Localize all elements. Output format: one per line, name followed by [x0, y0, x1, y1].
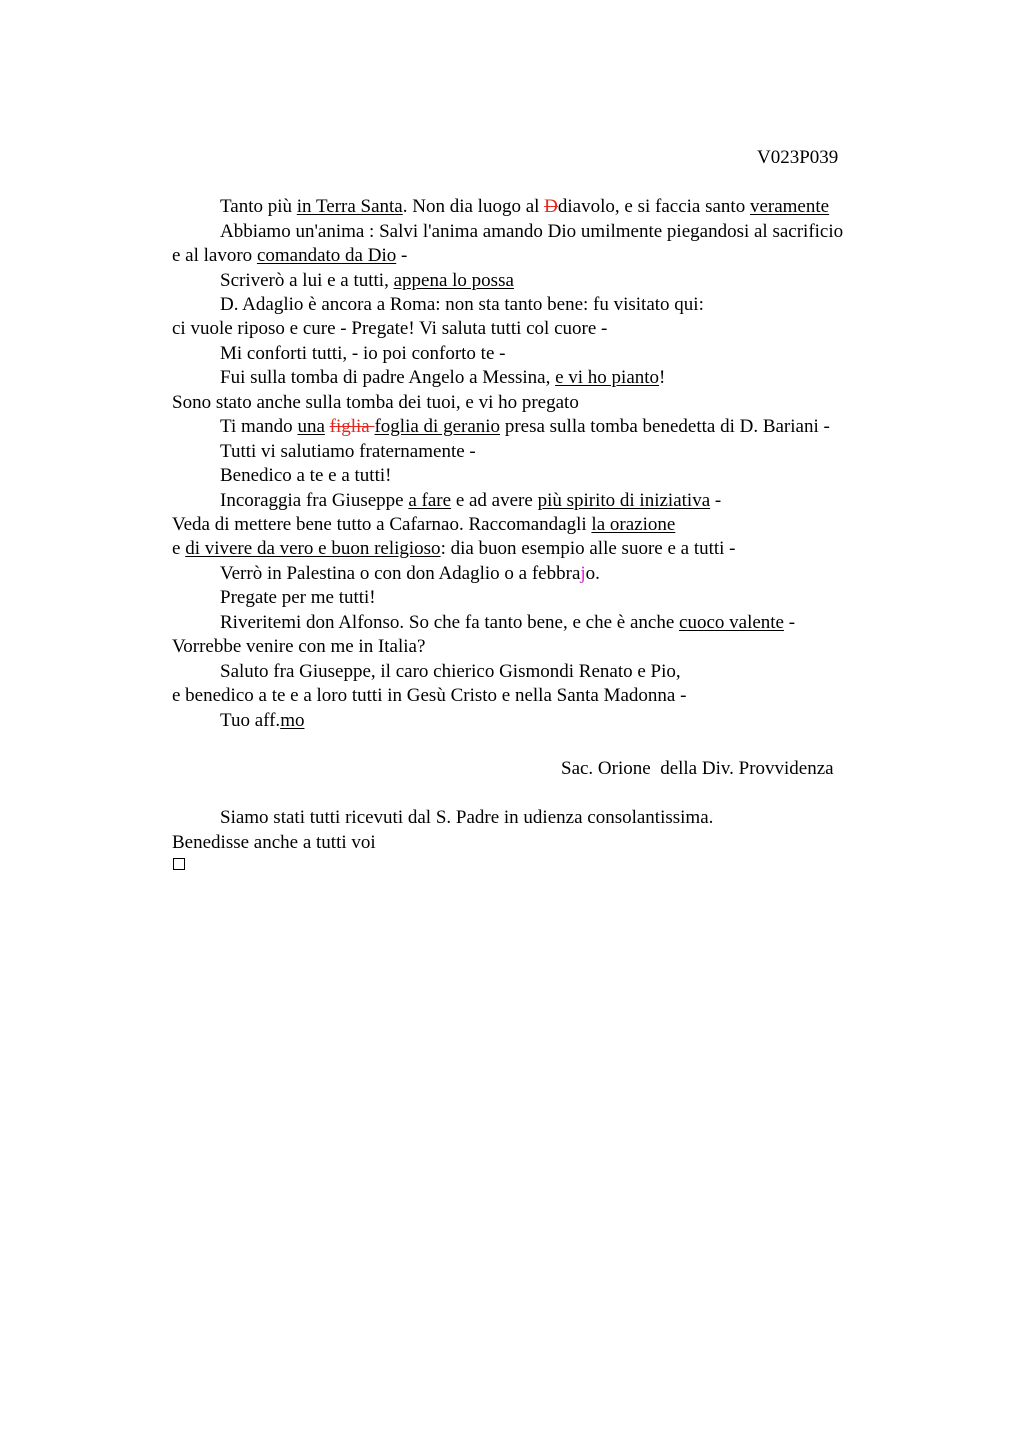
text-segment: e al lavoro — [172, 245, 257, 266]
underlined-text: veramente — [749, 196, 830, 217]
text-segment: - — [710, 490, 722, 511]
underlined-text: una — [297, 416, 325, 437]
text-segment: Saluto fra Giuseppe, il caro chierico Gismondi Renato e Pio, — [220, 661, 681, 682]
text-segment: Veda di mettere bene tutto a Cafarnao. Raccomandagli — [172, 514, 592, 535]
text-segment: Abbiamo un'anima : Salvi l'anima amando Dio umilmente piegandosi al sacrificio — [220, 221, 844, 242]
text-segment: o. — [585, 563, 600, 584]
underlined-text: e vi ho pianto — [555, 367, 660, 388]
text-segment: ! — [659, 367, 666, 388]
document-reference: V023P039 — [757, 147, 839, 168]
text-line — [220, 490, 721, 512]
underlined-text: in Terra Santa — [296, 196, 403, 217]
signature: Sac. Orione della Div. Provvidenza — [561, 758, 834, 779]
underlined-text: a fare — [408, 490, 452, 511]
text-segment: - — [396, 245, 408, 266]
text-segment: Tutti vi salutiamo fraternamente - — [220, 441, 476, 462]
underlined-text: appena lo possa — [393, 270, 514, 291]
text-segment: Ti mando — [220, 416, 298, 437]
underlined-text: cuoco valente — [679, 612, 784, 633]
text-line — [172, 538, 736, 560]
text-line — [220, 196, 829, 218]
text-line — [220, 563, 600, 585]
text-segment: Benedico a te e a tutti! — [220, 465, 392, 486]
text-line — [220, 661, 681, 683]
text-line — [172, 245, 407, 267]
postscript-line: Benedisse anche a tutti voi — [172, 832, 376, 853]
text-segment: Tuo aff. — [220, 710, 281, 731]
underlined-text: foglia di geranio — [374, 416, 501, 437]
underlined-text: la orazione — [591, 514, 676, 535]
underlined-text: più spirito di iniziativa — [537, 490, 711, 511]
inserted-text: j — [580, 563, 586, 584]
text-segment: . Non dia luogo al — [402, 196, 545, 217]
underlined-text: mo — [280, 710, 305, 731]
text-segment: Incoraggia fra Giuseppe — [220, 490, 409, 511]
text-segment: e — [172, 538, 186, 559]
postscript-line: Siamo stati tutti ricevuti dal S. Padre in udienza consolantissima. — [220, 807, 714, 828]
text-line — [220, 294, 704, 316]
text-segment: Fui sulla tomba di padre Angelo a Messina, — [220, 367, 556, 388]
deleted-text: figlia — [329, 416, 375, 437]
text-segment: Mi conforti tutti, - io poi conforto te - — [220, 343, 506, 364]
text-segment: : dia buon esempio alle suore e a tutti - — [440, 538, 736, 559]
text-segment: e ad avere — [451, 490, 538, 511]
text-segment: Tanto più — [220, 196, 297, 217]
text-segment: - — [784, 612, 796, 633]
text-line — [220, 465, 391, 487]
deleted-text: D — [544, 196, 558, 217]
text-line — [220, 612, 795, 634]
text-line — [220, 270, 514, 292]
text-line — [220, 221, 843, 243]
text-segment: presa sulla tomba benedetta di D. Bariani - — [500, 416, 830, 437]
text-segment: diavolo, e si faccia santo — [557, 196, 750, 217]
text-line — [220, 416, 830, 438]
text-line — [220, 367, 665, 389]
text-line — [220, 587, 376, 609]
underlined-text: comandato da Dio — [256, 245, 397, 266]
text-segment: Sono stato anche sulla tomba dei tuoi, e vi ho pregato — [172, 392, 579, 413]
text-segment: Vorrebbe venire con me in Italia? — [172, 636, 426, 657]
text-segment: D. Adaglio è ancora a Roma: non sta tanto bene: fu visitato qui: — [220, 294, 704, 315]
text-segment: e benedico a te e a loro tutti in Gesù Cristo e nella Santa Madonna - — [172, 685, 687, 706]
text-line — [220, 441, 476, 463]
end-marker-box — [173, 858, 185, 870]
text-line — [220, 710, 304, 732]
text-segment: Pregate per me tutti! — [220, 587, 376, 608]
underlined-text: di vivere da vero e buon religioso — [185, 538, 441, 559]
text-line — [172, 636, 425, 658]
text-segment: ci vuole riposo e cure - Pregate! Vi saluta tutti col cuore - — [172, 318, 608, 339]
text-line — [220, 343, 505, 365]
text-line — [172, 514, 675, 536]
text-line — [172, 685, 686, 707]
text-segment: Scriverò a lui e a tutti, — [220, 270, 394, 291]
text-line — [172, 392, 579, 414]
text-segment: Verrò in Palestina o con don Adaglio o a febbra — [220, 563, 581, 584]
text-line — [172, 318, 607, 340]
text-segment: Riveritemi don Alfonso. So che fa tanto bene, e che è anche — [220, 612, 680, 633]
